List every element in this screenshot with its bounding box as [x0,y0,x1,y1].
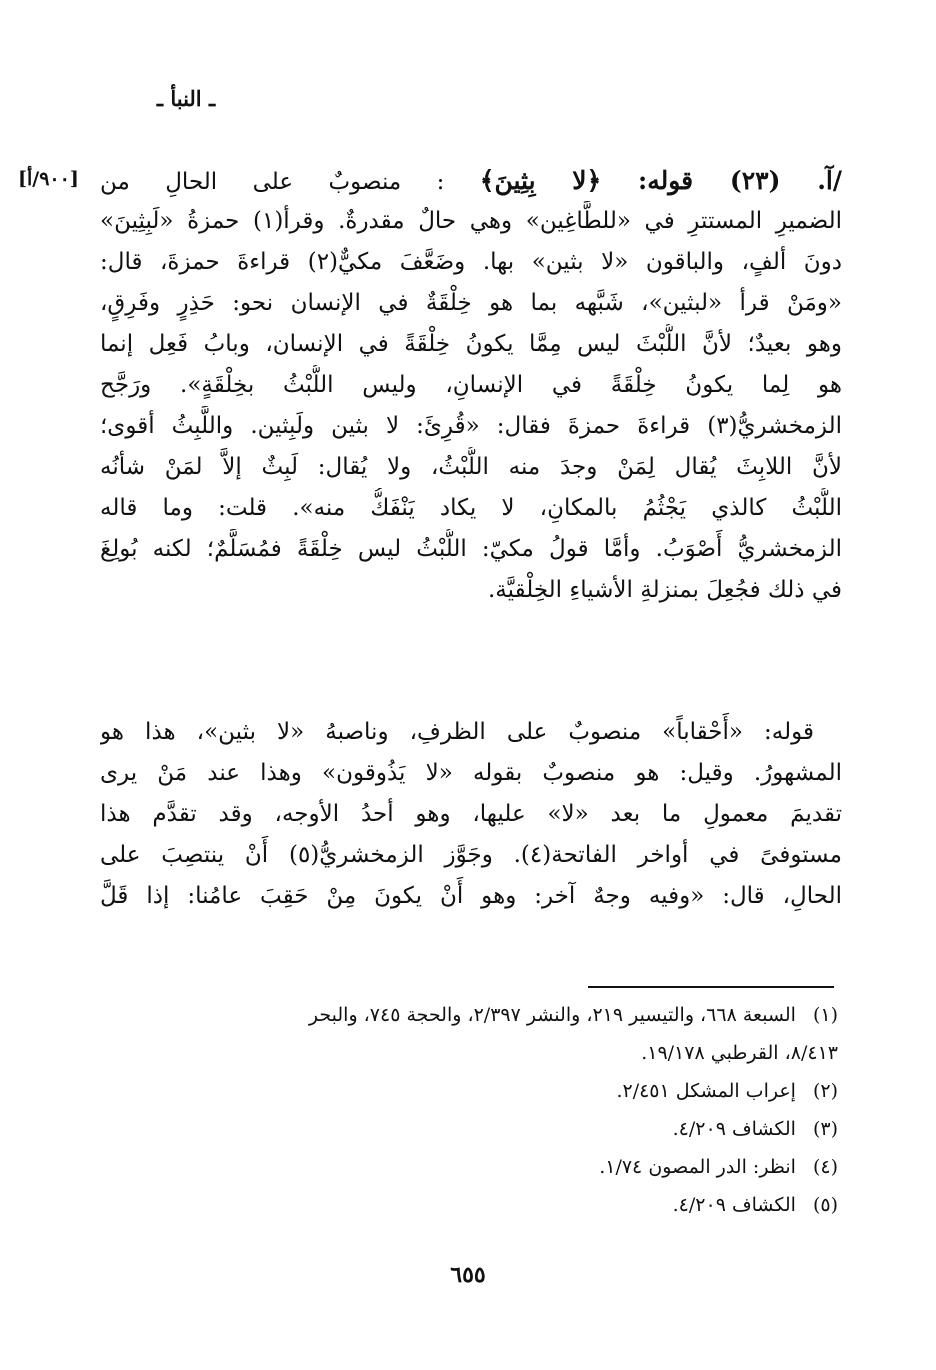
footnote-text: إعراب المشكل ٢/٤٥١. [616,1080,796,1102]
footnote-text: انظر: الدر المصون ١/٧٤. [599,1156,796,1178]
text-line: اللُّبْثُ كالذي يَجْثُمُ بالمكانِ، لا يكاد يَنْفَكُّ منه». قلت: وما قاله [100,495,842,521]
text-line: الحالِ، قال: «وفيه وجهٌ آخر: وهو أَنْ يكونَ مِنْ حَقِبَ عامُنا: إذا قَلَّ [100,883,842,909]
footnote-divider [588,986,834,988]
footnote-text: الكشاف ٤/٢٠٩. [672,1118,796,1140]
footnote-text: السبعة ٦٦٨، والتيسير ٢١٩، والنشر ٢/٣٩٧، والحجة ٧٤٥، والبحر [308,1004,796,1026]
footnote-number: (١) [812,1004,838,1026]
commentary-paragraph-1 [100,160,842,611]
footnote-text: الكشاف ٤/٢٠٩. [672,1194,796,1216]
manuscript-reference: [٩٠٠/أ] [18,168,79,190]
footnote-number: (٥) [812,1194,838,1216]
text-line: لأنَّ اللابِثَ يُقال لِمَنْ وجدَ منه اللُّبْثُ، ولا يُقال: لَبِثٌ إلاَّ لمَنْ شأنُه [100,454,842,480]
text-line: «ومَنْ قرأ «لبثين»، شَبَّهه بما هو خِلْقَةٌ في الإنسان نحو: حَذِرٍ وفَرِقٍ، [100,290,842,316]
footnote-number: (٣) [812,1118,838,1140]
text-line: المشهورُ. وقيل: هو منصوبٌ بقوله «لا يَذُوقون» وهذا عند مَنْ يرى [100,760,842,786]
footnote-item [138,1110,838,1148]
text-line: دونَ ألفٍ، والباقون «لا بثين» بها. وضَعَّفَ مكيٌّ(٢) قراءةَ حمزةَ، قال: [100,249,842,275]
page-number: ٦٥٥ [450,1262,486,1288]
text-line: الزمخشريُّ أَصْوَبُ. وأمَّا قولُ مكيّ: اللُّبْثُ ليس خِلْقَةً فمُسَلَّمٌ؛ لكنه بُولِغَ [100,536,842,562]
verse-heading: /آ. (٢٣) قوله: ﴿لا بِثِينَ﴾ [479,166,842,195]
text-line: مستوفىً في أواخر الفاتحة(٤). وجَوَّز الزمخشريُّ(٥) أَنْ ينتصِبَ على [100,842,842,868]
text-line: في ذلك فجُعِلَ بمنزلةِ الأشياءِ الخِلْقيَّة. [488,577,842,603]
footnote-number: (٤) [812,1156,838,1178]
text-line [100,160,842,201]
text-line: تقديمَ معمولِ ما بعد «لا» عليها، وهو أحدُ الأوجه، وقد تقدَّم هذا [100,801,842,827]
text-segment: : منصوبٌ على الحالِ من [100,169,445,195]
text-line: الزمخشريُّ(٣) قراءةَ حمزةَ فقال: «قُرِئَ: لا بثين ولَبِثين. واللَّبِثُ أقوى؛ [100,413,842,439]
footnote-item [138,1072,838,1110]
text-line: الضميرِ المستترِ في «للطَّاغِين» وهي حالٌ مقدرةٌ. وقرأ(١) حمزةُ «لَبِثِينَ» [100,208,842,234]
text-line: قوله: «أَحْقاباً» منصوبٌ على الظرفِ، وناصبهُ «لا بثين»، هذا هو [100,719,814,745]
footnote-item [138,996,838,1034]
text-line: هو لِما يكونُ خِلْقَةً في الإنسانِ، وليس اللُّبْثُ بخِلْقَةٍ». ورَجَّح [100,372,842,398]
footnote-number: (٢) [812,1080,838,1102]
commentary-paragraph-2 [100,712,842,917]
footnote-item [138,1186,838,1224]
footnote-continuation: ٨/٤١٣، القرطبي ١٩/١٧٨. [641,1042,838,1064]
footnotes [138,996,838,1224]
footnote-item [138,1148,838,1186]
running-header: ـ النبأ ـ [156,86,216,111]
text-line: وهو بعيدٌ؛ لأنَّ اللُّبْثَ ليس مِمَّا يكونُ خِلْقَةً في الإنسان، وبابُ فَعِل إنما [100,331,842,357]
